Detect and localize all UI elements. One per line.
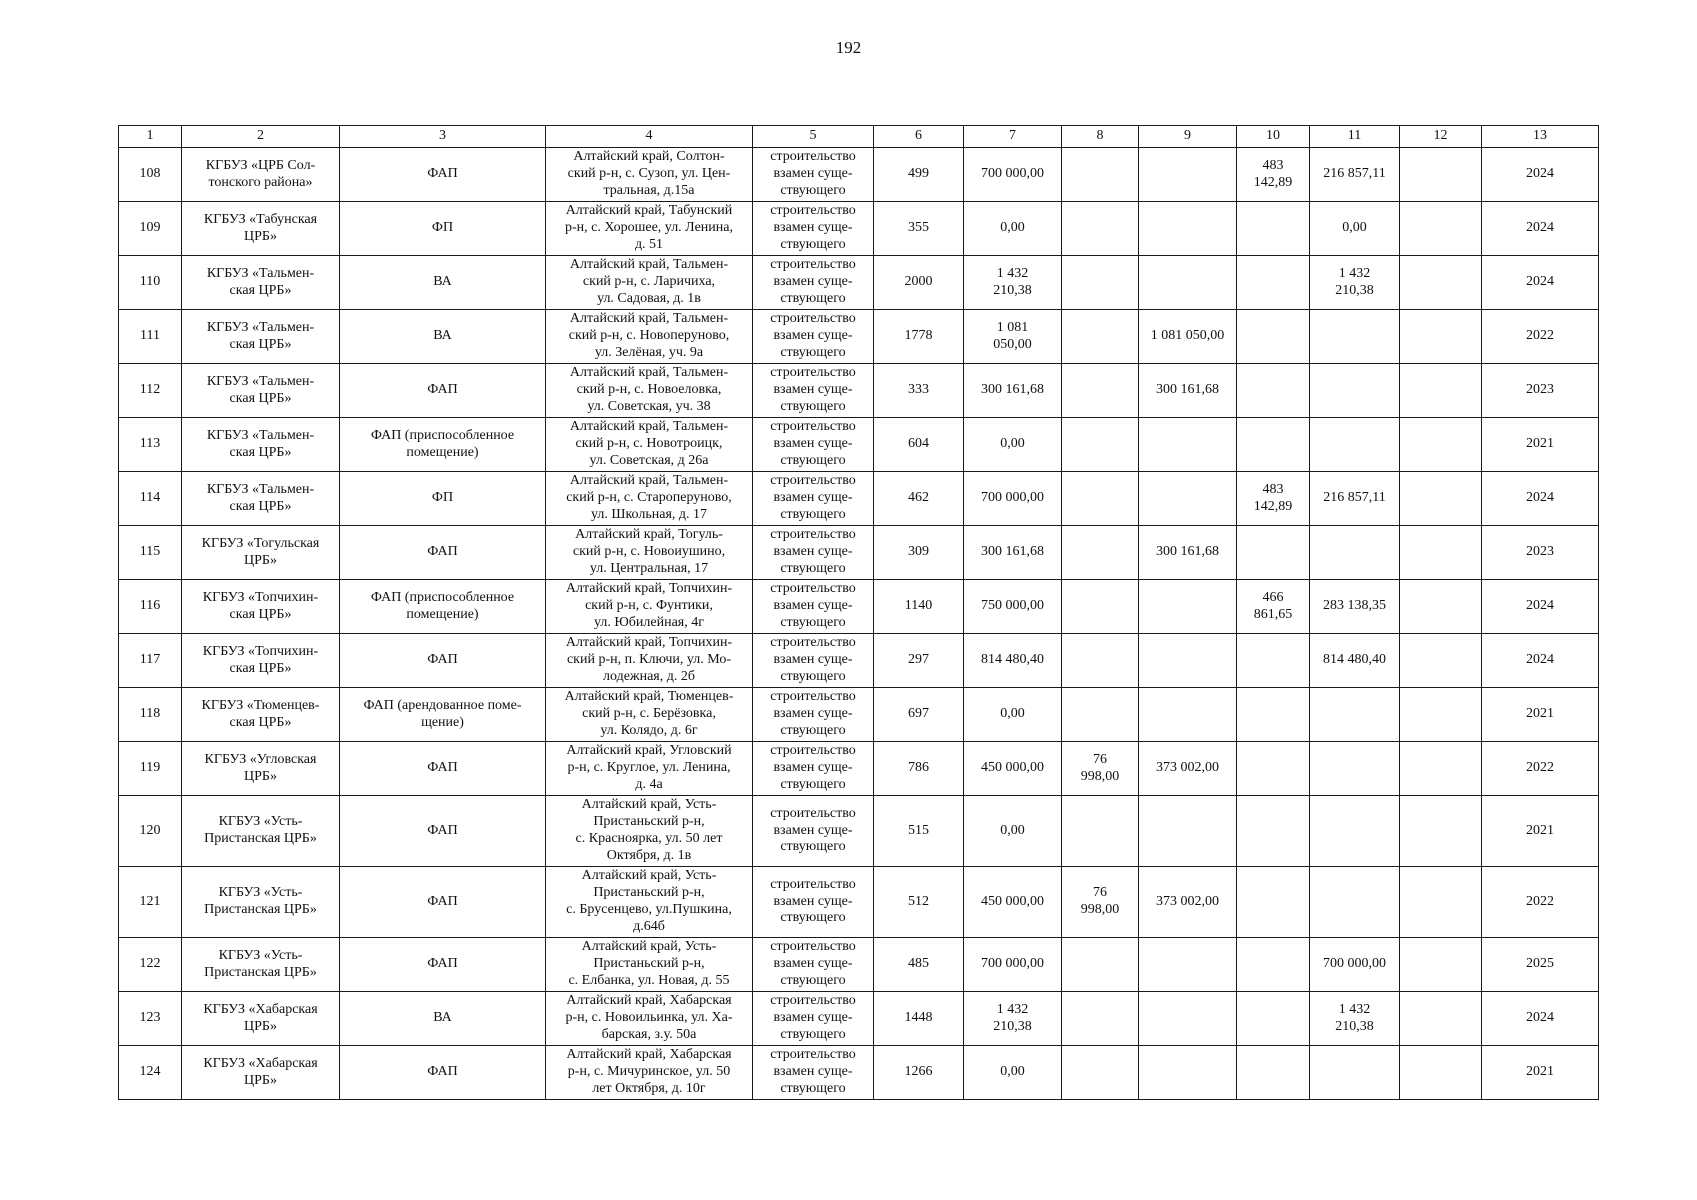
table-cell-col-9: [1139, 202, 1237, 256]
table-cell-col-5: строительство взамен суще- ствующего: [753, 742, 874, 796]
table-cell-col-11: 283 138,35: [1310, 580, 1400, 634]
table-cell-col-12: [1400, 256, 1482, 310]
table-cell-col-9: [1139, 688, 1237, 742]
table-cell-col-9: [1139, 472, 1237, 526]
table-cell-col-13: 2024: [1482, 472, 1599, 526]
table-cell-col-13: 2022: [1482, 310, 1599, 364]
table-cell-col-7: 0,00: [964, 796, 1062, 867]
table-cell-col-10: [1237, 634, 1310, 688]
table-cell-col-1: 111: [119, 310, 182, 364]
registry-table: [118, 125, 1599, 1100]
table-cell-col-9: [1139, 938, 1237, 992]
table-cell-col-6: 786: [874, 742, 964, 796]
table-cell-col-10: [1237, 867, 1310, 938]
table-cell-col-7: 700 000,00: [964, 148, 1062, 202]
table-cell-col-3: ФАП (приспособленное помещение): [340, 580, 546, 634]
table-cell-col-7: 450 000,00: [964, 867, 1062, 938]
table-cell-col-7: 750 000,00: [964, 580, 1062, 634]
table-cell-col-1: 116: [119, 580, 182, 634]
table-cell-col-3: ФАП: [340, 1046, 546, 1100]
table-cell-col-10: [1237, 202, 1310, 256]
column-header-5: 5: [753, 126, 874, 148]
table-cell-col-6: 462: [874, 472, 964, 526]
table-cell-col-1: 117: [119, 634, 182, 688]
table-cell-col-12: [1400, 580, 1482, 634]
table-cell-col-10: [1237, 992, 1310, 1046]
table-cell-col-4: Алтайский край, Тальмен- ский р-н, с. Староперуново, ул. Школьная, д. 17: [546, 472, 753, 526]
table-cell-col-4: Алтайский край, Тальмен- ский р-н, с. Новоперуново, ул. Зелёная, уч. 9а: [546, 310, 753, 364]
table-cell-col-11: [1310, 418, 1400, 472]
table-row: [119, 202, 1599, 256]
table-cell-col-11: [1310, 867, 1400, 938]
table-cell-col-9: 300 161,68: [1139, 364, 1237, 418]
table-cell-col-13: 2025: [1482, 938, 1599, 992]
table-row: [119, 580, 1599, 634]
table-cell-col-13: 2024: [1482, 992, 1599, 1046]
table-cell-col-8: 76 998,00: [1062, 867, 1139, 938]
table-cell-col-9: [1139, 580, 1237, 634]
table-cell-col-3: ФАП: [340, 867, 546, 938]
table-cell-col-3: ФАП: [340, 938, 546, 992]
table-cell-col-2: КГБУЗ «ЦРБ Сол- тонского района»: [182, 148, 340, 202]
header-row: [119, 126, 1599, 148]
table-cell-col-1: 119: [119, 742, 182, 796]
table-cell-col-2: КГБУЗ «Тальмен- ская ЦРБ»: [182, 418, 340, 472]
table-cell-col-2: КГБУЗ «Усть- Пристанская ЦРБ»: [182, 867, 340, 938]
column-header-9: 9: [1139, 126, 1237, 148]
table-cell-col-13: 2021: [1482, 688, 1599, 742]
table-cell-col-1: 118: [119, 688, 182, 742]
table-cell-col-9: [1139, 1046, 1237, 1100]
table-cell-col-11: 814 480,40: [1310, 634, 1400, 688]
table-cell-col-10: [1237, 526, 1310, 580]
table-cell-col-5: строительство взамен суще- ствующего: [753, 796, 874, 867]
table-cell-col-7: 300 161,68: [964, 364, 1062, 418]
table-cell-col-8: [1062, 472, 1139, 526]
table-cell-col-7: 0,00: [964, 202, 1062, 256]
table-cell-col-4: Алтайский край, Тальмен- ский р-н, с. Новотроицк, ул. Советская, д 26а: [546, 418, 753, 472]
table-cell-col-4: Алтайский край, Хабарская р-н, с. Новоильинка, ул. Ха- барская, з.у. 50а: [546, 992, 753, 1046]
table-cell-col-13: 2024: [1482, 580, 1599, 634]
table-cell-col-11: 216 857,11: [1310, 472, 1400, 526]
table-cell-col-13: 2022: [1482, 867, 1599, 938]
table-header: [119, 126, 1599, 148]
table-cell-col-10: [1237, 256, 1310, 310]
table-cell-col-13: 2023: [1482, 364, 1599, 418]
table-row: [119, 472, 1599, 526]
table-cell-col-8: [1062, 1046, 1139, 1100]
table-row: [119, 418, 1599, 472]
table-cell-col-13: 2022: [1482, 742, 1599, 796]
table-cell-col-6: 604: [874, 418, 964, 472]
table-cell-col-5: строительство взамен суще- ствующего: [753, 992, 874, 1046]
table-cell-col-1: 124: [119, 1046, 182, 1100]
table-row: [119, 742, 1599, 796]
column-header-6: 6: [874, 126, 964, 148]
table-cell-col-13: 2024: [1482, 148, 1599, 202]
table-cell-col-11: 1 432 210,38: [1310, 992, 1400, 1046]
table-cell-col-5: строительство взамен суще- ствующего: [753, 867, 874, 938]
table-cell-col-5: строительство взамен суще- ствующего: [753, 688, 874, 742]
table-row: [119, 938, 1599, 992]
table-cell-col-3: ФАП: [340, 742, 546, 796]
table-cell-col-12: [1400, 796, 1482, 867]
table-cell-col-4: Алтайский край, Топчихин- ский р-н, с. Фунтики, ул. Юбилейная, 4г: [546, 580, 753, 634]
table-cell-col-2: КГБУЗ «Усть- Пристанская ЦРБ»: [182, 796, 340, 867]
table-cell-col-3: ФП: [340, 472, 546, 526]
table-cell-col-11: [1310, 1046, 1400, 1100]
table-cell-col-9: [1139, 418, 1237, 472]
table-cell-col-2: КГБУЗ «Хабарская ЦРБ»: [182, 992, 340, 1046]
table-row: [119, 256, 1599, 310]
column-header-2: 2: [182, 126, 340, 148]
table-cell-col-2: КГБУЗ «Тальмен- ская ЦРБ»: [182, 256, 340, 310]
column-header-8: 8: [1062, 126, 1139, 148]
table-cell-col-6: 1140: [874, 580, 964, 634]
table-cell-col-8: [1062, 992, 1139, 1046]
table-body: [119, 148, 1599, 1100]
table-row: [119, 688, 1599, 742]
column-header-10: 10: [1237, 126, 1310, 148]
table-cell-col-6: 697: [874, 688, 964, 742]
table-cell-col-9: 373 002,00: [1139, 867, 1237, 938]
table-cell-col-13: 2021: [1482, 1046, 1599, 1100]
table-cell-col-2: КГБУЗ «Тальмен- ская ЦРБ»: [182, 310, 340, 364]
table-cell-col-6: 1778: [874, 310, 964, 364]
table-cell-col-11: [1310, 526, 1400, 580]
table-cell-col-2: КГБУЗ «Усть- Пристанская ЦРБ»: [182, 938, 340, 992]
column-header-3: 3: [340, 126, 546, 148]
table-cell-col-2: КГБУЗ «Топчихин- ская ЦРБ»: [182, 580, 340, 634]
column-header-12: 12: [1400, 126, 1482, 148]
table-cell-col-8: [1062, 256, 1139, 310]
table-cell-col-4: Алтайский край, Угловский р-н, с. Круглое, ул. Ленина, д. 4а: [546, 742, 753, 796]
table-cell-col-3: ФАП: [340, 526, 546, 580]
table-cell-col-8: [1062, 148, 1139, 202]
table-row: [119, 364, 1599, 418]
table-cell-col-8: [1062, 310, 1139, 364]
table-cell-col-10: [1237, 688, 1310, 742]
table-cell-col-3: ВА: [340, 992, 546, 1046]
table-row: [119, 310, 1599, 364]
table-cell-col-1: 113: [119, 418, 182, 472]
table-cell-col-9: [1139, 796, 1237, 867]
table-cell-col-5: строительство взамен суще- ствующего: [753, 938, 874, 992]
table-cell-col-5: строительство взамен суще- ствующего: [753, 202, 874, 256]
table-cell-col-10: [1237, 364, 1310, 418]
table-cell-col-6: 512: [874, 867, 964, 938]
table-cell-col-5: строительство взамен суще- ствующего: [753, 526, 874, 580]
table-cell-col-2: КГБУЗ «Тюменцев- ская ЦРБ»: [182, 688, 340, 742]
table-cell-col-10: [1237, 1046, 1310, 1100]
table-cell-col-7: 1 432 210,38: [964, 256, 1062, 310]
table-cell-col-12: [1400, 634, 1482, 688]
table-row: [119, 526, 1599, 580]
table-cell-col-8: 76 998,00: [1062, 742, 1139, 796]
table-cell-col-3: ФАП: [340, 148, 546, 202]
table-cell-col-1: 112: [119, 364, 182, 418]
table-cell-col-3: ФАП: [340, 796, 546, 867]
table-cell-col-5: строительство взамен суще- ствующего: [753, 148, 874, 202]
table-cell-col-6: 355: [874, 202, 964, 256]
table-cell-col-12: [1400, 526, 1482, 580]
table-cell-col-12: [1400, 418, 1482, 472]
table-cell-col-7: 0,00: [964, 418, 1062, 472]
table-cell-col-11: 1 432 210,38: [1310, 256, 1400, 310]
table-cell-col-7: 0,00: [964, 688, 1062, 742]
table-cell-col-2: КГБУЗ «Тальмен- ская ЦРБ»: [182, 472, 340, 526]
table-cell-col-2: КГБУЗ «Хабарская ЦРБ»: [182, 1046, 340, 1100]
table-cell-col-13: 2024: [1482, 634, 1599, 688]
table-cell-col-12: [1400, 938, 1482, 992]
table-cell-col-10: 466 861,65: [1237, 580, 1310, 634]
table-row: [119, 1046, 1599, 1100]
table-cell-col-7: 1 081 050,00: [964, 310, 1062, 364]
table-cell-col-10: [1237, 796, 1310, 867]
table-cell-col-11: [1310, 688, 1400, 742]
table-cell-col-8: [1062, 202, 1139, 256]
table-cell-col-12: [1400, 742, 1482, 796]
table-cell-col-13: 2023: [1482, 526, 1599, 580]
table-cell-col-10: 483 142,89: [1237, 148, 1310, 202]
table-cell-col-4: Алтайский край, Табунский р-н, с. Хорошее, ул. Ленина, д. 51: [546, 202, 753, 256]
table-cell-col-5: строительство взамен суще- ствующего: [753, 256, 874, 310]
table-cell-col-12: [1400, 1046, 1482, 1100]
table-cell-col-3: ФП: [340, 202, 546, 256]
table-cell-col-1: 122: [119, 938, 182, 992]
table-cell-col-7: 450 000,00: [964, 742, 1062, 796]
table-cell-col-8: [1062, 364, 1139, 418]
table-cell-col-1: 121: [119, 867, 182, 938]
table-cell-col-12: [1400, 148, 1482, 202]
table-row: [119, 992, 1599, 1046]
table-cell-col-11: [1310, 742, 1400, 796]
table-cell-col-4: Алтайский край, Усть- Пристаньский р-н, с. Елбанка, ул. Новая, д. 55: [546, 938, 753, 992]
table-cell-col-1: 115: [119, 526, 182, 580]
table-cell-col-12: [1400, 472, 1482, 526]
table-cell-col-4: Алтайский край, Усть- Пристаньский р-н, с. Краснoярка, ул. 50 лет Октября, д. 1в: [546, 796, 753, 867]
table-cell-col-1: 123: [119, 992, 182, 1046]
table-row: [119, 148, 1599, 202]
table-cell-col-9: [1139, 634, 1237, 688]
table-cell-col-7: 700 000,00: [964, 472, 1062, 526]
table-cell-col-11: [1310, 364, 1400, 418]
table-cell-col-9: 300 161,68: [1139, 526, 1237, 580]
table-cell-col-5: строительство взамен суще- ствующего: [753, 472, 874, 526]
table-cell-col-2: КГБУЗ «Тальмен- ская ЦРБ»: [182, 364, 340, 418]
column-header-1: 1: [119, 126, 182, 148]
column-header-11: 11: [1310, 126, 1400, 148]
table-cell-col-5: строительство взамен суще- ствующего: [753, 634, 874, 688]
table-cell-col-9: [1139, 256, 1237, 310]
table-cell-col-5: строительство взамен суще- ствующего: [753, 580, 874, 634]
table-cell-col-7: 700 000,00: [964, 938, 1062, 992]
table-cell-col-7: 0,00: [964, 1046, 1062, 1100]
table-cell-col-13: 2024: [1482, 256, 1599, 310]
table-cell-col-5: строительство взамен суще- ствующего: [753, 418, 874, 472]
table-cell-col-9: 373 002,00: [1139, 742, 1237, 796]
table-row: [119, 634, 1599, 688]
table-cell-col-11: 700 000,00: [1310, 938, 1400, 992]
table-cell-col-12: [1400, 310, 1482, 364]
table-cell-col-3: ФАП (приспособленное помещение): [340, 418, 546, 472]
table-cell-col-8: [1062, 938, 1139, 992]
column-header-7: 7: [964, 126, 1062, 148]
table-cell-col-10: [1237, 310, 1310, 364]
table-cell-col-8: [1062, 688, 1139, 742]
table-cell-col-1: 108: [119, 148, 182, 202]
table-cell-col-4: Алтайский край, Тогуль- ский р-н, с. Новоиушино, ул. Центральная, 17: [546, 526, 753, 580]
table-cell-col-8: [1062, 418, 1139, 472]
table-cell-col-4: Алтайский край, Тальмен- ский р-н, с. Новоеловка, ул. Советская, уч. 38: [546, 364, 753, 418]
table-cell-col-4: Алтайский край, Топчихин- ский р-н, п. Ключи, ул. Мо- лодежная, д. 2б: [546, 634, 753, 688]
table-cell-col-10: [1237, 418, 1310, 472]
column-header-13: 13: [1482, 126, 1599, 148]
table-cell-col-12: [1400, 688, 1482, 742]
table-cell-col-11: [1310, 796, 1400, 867]
table-cell-col-6: 1448: [874, 992, 964, 1046]
table-cell-col-13: 2024: [1482, 202, 1599, 256]
table-cell-col-2: КГБУЗ «Табунская ЦРБ»: [182, 202, 340, 256]
table-cell-col-5: строительство взамен суще- ствующего: [753, 310, 874, 364]
table-row: [119, 867, 1599, 938]
table-cell-col-2: КГБУЗ «Тогульская ЦРБ»: [182, 526, 340, 580]
table-cell-col-12: [1400, 364, 1482, 418]
table-cell-col-13: 2021: [1482, 418, 1599, 472]
table-cell-col-1: 120: [119, 796, 182, 867]
table-cell-col-4: Алтайский край, Хабарская р-н, с. Мичуринское, ул. 50 лет Октября, д. 10г: [546, 1046, 753, 1100]
table-cell-col-6: 485: [874, 938, 964, 992]
table-cell-col-3: ФАП: [340, 634, 546, 688]
table-cell-col-3: ФАП: [340, 364, 546, 418]
table-cell-col-1: 110: [119, 256, 182, 310]
table-row: [119, 796, 1599, 867]
table-cell-col-2: КГБУЗ «Угловская ЦРБ»: [182, 742, 340, 796]
table-cell-col-13: 2021: [1482, 796, 1599, 867]
table-cell-col-6: 297: [874, 634, 964, 688]
table-cell-col-1: 114: [119, 472, 182, 526]
table-cell-col-10: 483 142,89: [1237, 472, 1310, 526]
table-cell-col-10: [1237, 938, 1310, 992]
table-cell-col-8: [1062, 796, 1139, 867]
table-cell-col-12: [1400, 992, 1482, 1046]
table-cell-col-6: 1266: [874, 1046, 964, 1100]
table-cell-col-11: 0,00: [1310, 202, 1400, 256]
table-cell-col-1: 109: [119, 202, 182, 256]
table-cell-col-6: 515: [874, 796, 964, 867]
column-header-4: 4: [546, 126, 753, 148]
table-cell-col-9: [1139, 992, 1237, 1046]
table-cell-col-5: строительство взамен суще- ствующего: [753, 1046, 874, 1100]
table-cell-col-3: ФАП (арендованное поме- щение): [340, 688, 546, 742]
table-cell-col-3: ВА: [340, 256, 546, 310]
table-cell-col-5: строительство взамен суще- ствующего: [753, 364, 874, 418]
table-cell-col-8: [1062, 634, 1139, 688]
page-number: 192: [835, 38, 862, 57]
table-cell-col-12: [1400, 202, 1482, 256]
table-cell-col-3: ВА: [340, 310, 546, 364]
table-cell-col-9: 1 081 050,00: [1139, 310, 1237, 364]
table-cell-col-6: 309: [874, 526, 964, 580]
table-cell-col-4: Алтайский край, Усть- Пристаньский р-н, с. Брусенцево, ул.Пушкина, д.64б: [546, 867, 753, 938]
table-cell-col-8: [1062, 580, 1139, 634]
table-cell-col-8: [1062, 526, 1139, 580]
table-cell-col-6: 333: [874, 364, 964, 418]
table-cell-col-6: 2000: [874, 256, 964, 310]
table-cell-col-9: [1139, 148, 1237, 202]
table-cell-col-7: 300 161,68: [964, 526, 1062, 580]
table-cell-col-4: Алтайский край, Солтон- ский р-н, с. Сузоп, ул. Цен- тральная, д.15а: [546, 148, 753, 202]
table-cell-col-7: 1 432 210,38: [964, 992, 1062, 1046]
table-cell-col-4: Алтайский край, Тюменцев- ский р-н, с. Берёзовка, ул. Колядо, д. 6г: [546, 688, 753, 742]
table-cell-col-7: 814 480,40: [964, 634, 1062, 688]
table-cell-col-2: КГБУЗ «Топчихин- ская ЦРБ»: [182, 634, 340, 688]
table-cell-col-6: 499: [874, 148, 964, 202]
table-cell-col-11: [1310, 310, 1400, 364]
table-cell-col-4: Алтайский край, Тальмен- ский р-н, с. Ларичиха, ул. Садовая, д. 1в: [546, 256, 753, 310]
table-cell-col-11: 216 857,11: [1310, 148, 1400, 202]
table-cell-col-12: [1400, 867, 1482, 938]
table-cell-col-10: [1237, 742, 1310, 796]
